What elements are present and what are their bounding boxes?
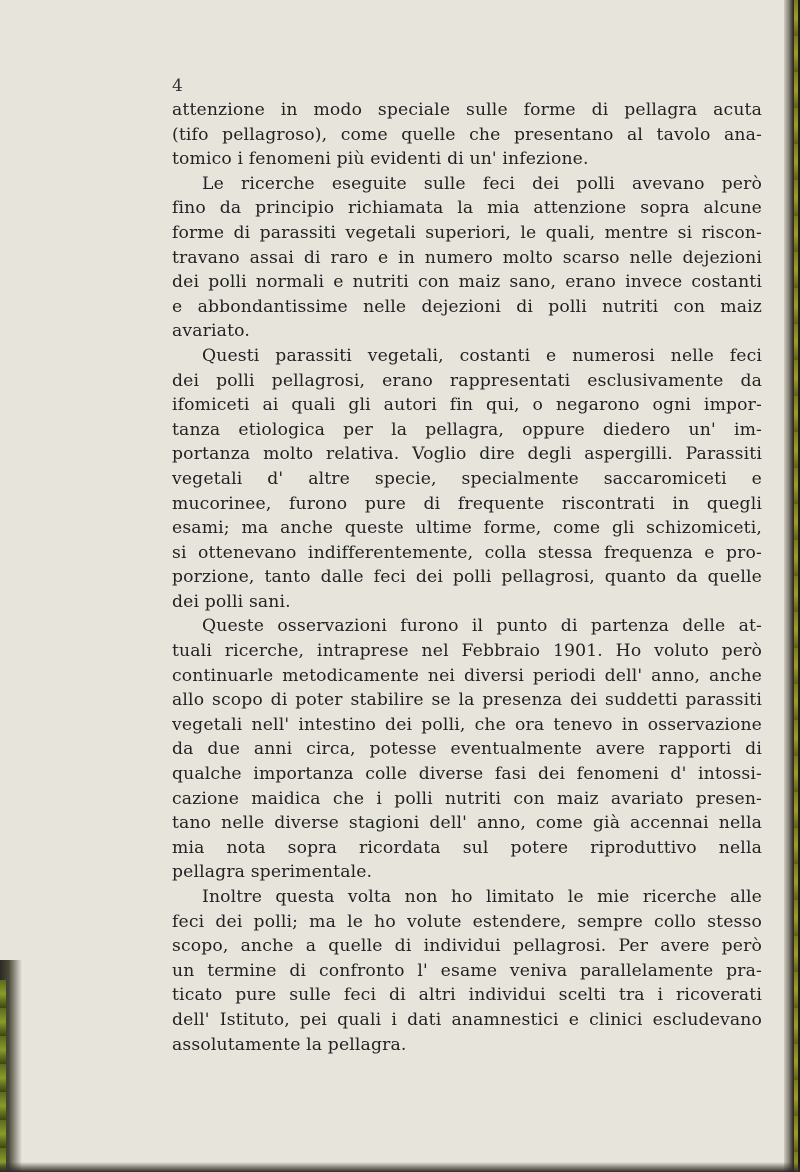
text-line: pellagra sperimentale.: [172, 862, 373, 883]
page-edge-gilt: [0, 980, 6, 1172]
text-line: ifomiceti ai quali gli autori fin qui, o negarono ogni impor-: [172, 395, 762, 416]
text-line: allo scopo di poter stabilire se la presenza dei suddetti parassiti: [172, 690, 762, 711]
text-line: attenzione in modo speciale sulle forme di pellagra acuta: [172, 100, 762, 120]
text-line: Le ricerche eseguite sulle feci dei polli avevano però: [202, 173, 762, 194]
body-text: [172, 98, 762, 1057]
text-line: fino da principio richiamata la mia attenzione sopra alcune: [172, 198, 762, 219]
text-line: assolutamente la pellagra.: [172, 1034, 407, 1055]
text-line: e abbondantissime nelle dejezioni di polli nutriti con maiz: [172, 296, 762, 317]
text-line: mucorinee, furono pure di frequente riscontrati in quegli: [172, 493, 762, 514]
text-line: forme di parassiti vegetali superiori, le quali, mentre si riscon-: [172, 222, 762, 243]
text-line: tanza etiologica per la pellagra, oppure diedero un' im-: [172, 419, 762, 440]
text-line: mia nota sopra ricordata sul potere riproduttivo nella: [172, 837, 762, 858]
text-line: qualche importanza colle diverse fasi dei fenomeni d' intossi-: [172, 764, 762, 785]
text-line: travano assai di raro e in numero molto scarso nelle dejezioni: [172, 247, 762, 268]
text-line: dei polli pellagrosi, erano rappresentati esclusivamente da: [172, 370, 762, 391]
text-line: continuarle metodicamente nei diversi periodi dell' anno, anche: [172, 665, 762, 686]
text-line: tano nelle diverse stagioni dell' anno, come già accennai nella: [172, 813, 762, 834]
text-line: esami; ma anche queste ultime forme, come gli schizomiceti,: [172, 518, 762, 539]
page-bottom-edge: [0, 1162, 800, 1172]
text-line: tuali ricerche, intraprese nel Febbraio 1901. Ho voluto però: [172, 641, 762, 662]
text-line: dei polli normali e nutriti con maiz sano, erano invece costanti: [172, 272, 762, 293]
text-line: si ottenevano indifferentemente, colla stessa frequenza e pro-: [172, 542, 762, 563]
text-line: dei polli sani.: [172, 591, 291, 612]
text-line: tomico i fenomeni più evidenti di un' infezione.: [172, 149, 589, 170]
text-line: dell' Istituto, pei quali i dati anamnestici e clinici escludevano: [172, 1009, 762, 1030]
text-line: da due anni circa, potesse eventualmente avere rapporti di: [172, 739, 762, 760]
text-line: avariato.: [172, 321, 250, 342]
text-line: ticato pure sulle feci di altri individui scelti tra i ricoverati: [172, 985, 762, 1006]
text-line: feci dei polli; ma le ho volute estendere, sempre collo stesso: [172, 911, 762, 932]
text-line: Inoltre questa volta non ho limitato le mie ricerche alle: [202, 887, 762, 907]
text-line: Questi parassiti vegetali, costanti e numerosi nelle feci: [202, 345, 762, 366]
spine-gilt-edge: [794, 0, 798, 1172]
page-number: 4: [172, 76, 183, 96]
text-line: un termine di confronto l' esame veniva parallelamente pra-: [172, 960, 762, 981]
text-line: vegetali d' altre specie, specialmente saccaromiceti e: [172, 468, 762, 489]
text-line: porzione, tanto dalle feci dei polli pellagrosi, quanto da quelle: [172, 567, 762, 588]
text-line: cazione maidica che i polli nutriti con maiz avariato presen-: [172, 788, 762, 809]
text-line: Queste osservazioni furono il punto di partenza delle at-: [202, 616, 762, 637]
text-line: scopo, anche a quelle di individui pellagrosi. Per avere però: [172, 936, 762, 957]
text-line: (tifo pellagroso), come quelle che presentano al tavolo ana-: [172, 124, 762, 145]
text-line: vegetali nell' intestino dei polli, che ora tenevo in osservazione: [172, 714, 762, 735]
text-line: portanza molto relativa. Voglio dire degli aspergilli. Parassiti: [172, 444, 762, 465]
